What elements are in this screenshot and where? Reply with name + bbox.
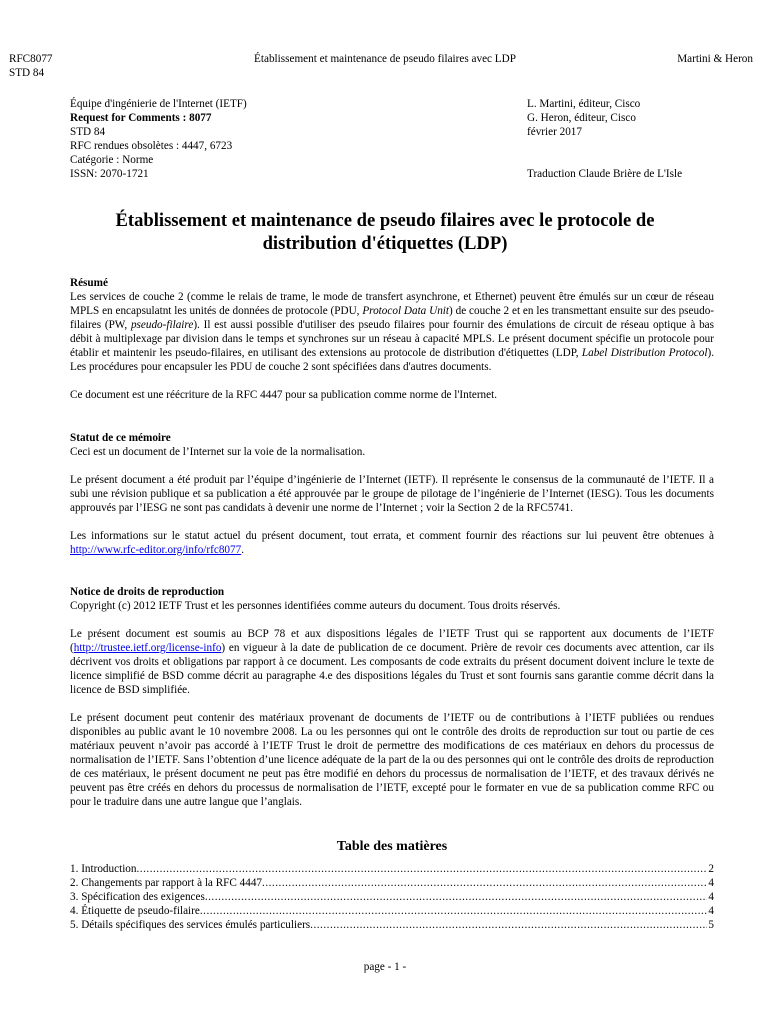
toc-entry-label: 5. Détails spécifiques des services émulés particuliers [70,919,311,931]
status-paragraph-1: Ceci est un document de l’Internet sur la voie de la normalisation. [70,446,366,458]
toc-entry[interactable] [70,876,714,890]
meta-author-2: G. Heron, éditeur, Cisco [527,112,636,124]
abstract-text-3: ). Il est aussi possible d'utiliser des pseudo filaires pour fournir des émulations de circuit de réseau optique à bas débit à multiplexage par division dans le temps et synchrones sur un réseau à capacité MPLS. Le présent document spécifie un protocole pour établir et maintenir les pseudo-filaires, en utilisant des extensions au protocole de distribution d'étiquettes (LDP, [70,319,714,359]
toc-leader [310,918,707,932]
toc-entry-label: 3. Spécification des exigences [70,891,205,903]
toc-entry-label: 4. Étiquette de pseudo-filaire [70,905,200,917]
toc-entry-page: 4 [708,905,714,917]
toc-entry[interactable] [70,904,714,918]
header-title: Établissement et maintenance de pseudo filaires avec LDP [254,53,516,65]
copyright-text-2: ) en vigueur à la date de publication de ce document. Prière de revoir ces documents avec attention, car ils décrivent vos droits et obligations par rapport à ce document. Les composants de code extraits du présent document doivent inclure le texte de licence simplifié de BSD comme décrit au paragraphe 4.e des dispositions légales du Trust et sont fournis sans garantie comme décrit dans la licence de BSD simplifiée. [70,642,714,696]
abstract-term-ldp: Label Distribution Protocol [581,347,708,359]
header-rfc-label: RFC8077 [9,53,53,65]
toc-entry-page: 2 [708,863,714,875]
toc-leader [200,904,708,918]
toc-entry[interactable] [70,862,714,876]
toc-leader [137,862,708,876]
document-title-line-2: distribution d'étiquettes (LDP) [262,233,508,254]
meta-blank-1 [527,139,682,153]
meta-blank-2 [527,153,682,167]
meta-translator: Traduction Claude Brière de L'Isle [527,168,683,180]
status-heading: Statut de ce mémoire [70,432,171,444]
toc-entry[interactable] [70,918,714,932]
copyright-text-1: Le présent document est soumis au BCP 78 et aux dispositions légales de l’IETF Trust qui se rapportent aux documents de l’IETF ( [70,628,714,654]
meta-obsoletes: RFC rendues obsolètes : 4447, 6723 [70,140,233,152]
meta-category: Catégorie : Norme [70,154,154,166]
toc-entry-label: 2. Changements par rapport à la RFC 4447 [70,877,263,889]
document-title-line-1: Établissement et maintenance de pseudo filaires avec le protocole de [115,210,655,231]
copyright-paragraph-3: Le présent document peut contenir des matériaux provenant de documents de l’IETF ou de contributions à l’IETF publiées ou rendues disponibles au public avant le 10 novembre 2008. La ou les personnes qui ont le contrôle des droits de reproduction sur tout ou partie de ces matériaux peuvent n’avoir pas accordé à l’IETF Trust le droit de permettre des modifications de ces matériaux en dehors du processus de normalisation de l’IETF. Sans l’obtention d’une licence adéquate de la part de la ou des personnes qui ont le contrôle des droits de reproduction de ces matériaux, le présent document ne peut pas être modifié en dehors du processus de normalisation de l’IETF, et des travaux dérivés ne peuvent pas être créés en dehors du processus de normalisation de l’IETF, excepté pour le formater en vue de sa publication comme RFC ou pour le traduire dans une autre langue que l’anglais. [70,712,714,808]
table-of-contents [70,862,714,932]
header-authors: Martini & Heron [677,53,753,65]
abstract-heading: Résumé [70,277,108,289]
meta-org: Équipe d'ingénierie de l'Internet (IETF) [70,98,247,110]
abstract-text-2: ) de couche 2 et en les transmettant ensuite sur des pseudo-filaires (PW, [70,305,715,331]
copyright-paragraph-2 [70,627,714,697]
copyright-section [70,585,714,809]
toc-leader [262,876,707,890]
toc-entry-label: 1. Introduction [70,863,137,875]
abstract-term-pw: pseudo-filaire [130,319,194,331]
toc-leader [205,890,708,904]
abstract-text-1: Les services de couche 2 (comme le relais de trame, le mode de transfert asynchrone, et Ethernet) peuvent être émulés sur un cœur de réseau MPLS en encapsulatnt les unités de données de protocole (PDU, [70,291,714,317]
abstract-paragraph [70,290,714,374]
page-footer: page - 1 - [363,961,407,973]
toc-entry-page: 4 [708,877,714,889]
trustee-license-link[interactable]: http://trustee.ietf.org/license-info [73,642,222,654]
abstract-rewrite-note: Ce document est une réécriture de la RFC 4447 pour sa publication comme norme de l'Internet. [70,389,498,401]
status-section [70,431,714,557]
meta-author-1: L. Martini, éditeur, Cisco [527,98,641,110]
meta-issn: ISSN: 2070-1721 [70,168,149,180]
status-paragraph-3 [70,529,714,557]
meta-date: février 2017 [527,126,582,138]
toc-entry-page: 5 [708,919,714,931]
header-std-label: STD 84 [9,67,45,79]
toc-entry[interactable] [70,890,714,904]
status-text: Les informations sur le statut actuel du présent document, tout errata, et comment fournir des réactions sur lui peuvent être obtenues à [70,530,714,542]
abstract-term-pdu: Protocol Data Unit [362,305,450,317]
copyright-heading: Notice de droits de reproduction [70,586,225,598]
abstract-section [70,276,714,402]
document-title [60,209,710,255]
rfc-editor-link[interactable]: http://www.rfc-editor.org/info/rfc8077 [70,544,242,556]
meta-std: STD 84 [70,126,106,138]
copyright-paragraph-1: Copyright (c) 2012 IETF Trust et les personnes identifiées comme auteurs du document. Tous droits réservés. [70,600,561,612]
meta-rfc-number: Request for Comments : 8077 [70,112,212,124]
metadata-left [70,97,247,181]
abstract-text-4: ). Les procédures pour encapsuler les PDU de couche 2 sont spécifiées dans d'autres documents. [70,347,715,373]
status-text-end: . [241,544,244,556]
toc-entry-page: 4 [708,891,714,903]
toc-title: Table des matières [336,839,448,854]
metadata-right [527,97,682,181]
status-paragraph-2: Le présent document a été produit par l’équipe d’ingénierie de l’Internet (IETF). Il représente le consensus de la communauté de l’IETF. Il a subi une révision publique et sa publication a été approuvée par le groupe de pilotage de l’ingénierie de l’Internet (IESG). Tous les documents approuvés par l’IESG ne sont pas candidats à devenir une norme de l’Internet ; voir la Section 2 de la RFC5741. [70,474,714,514]
